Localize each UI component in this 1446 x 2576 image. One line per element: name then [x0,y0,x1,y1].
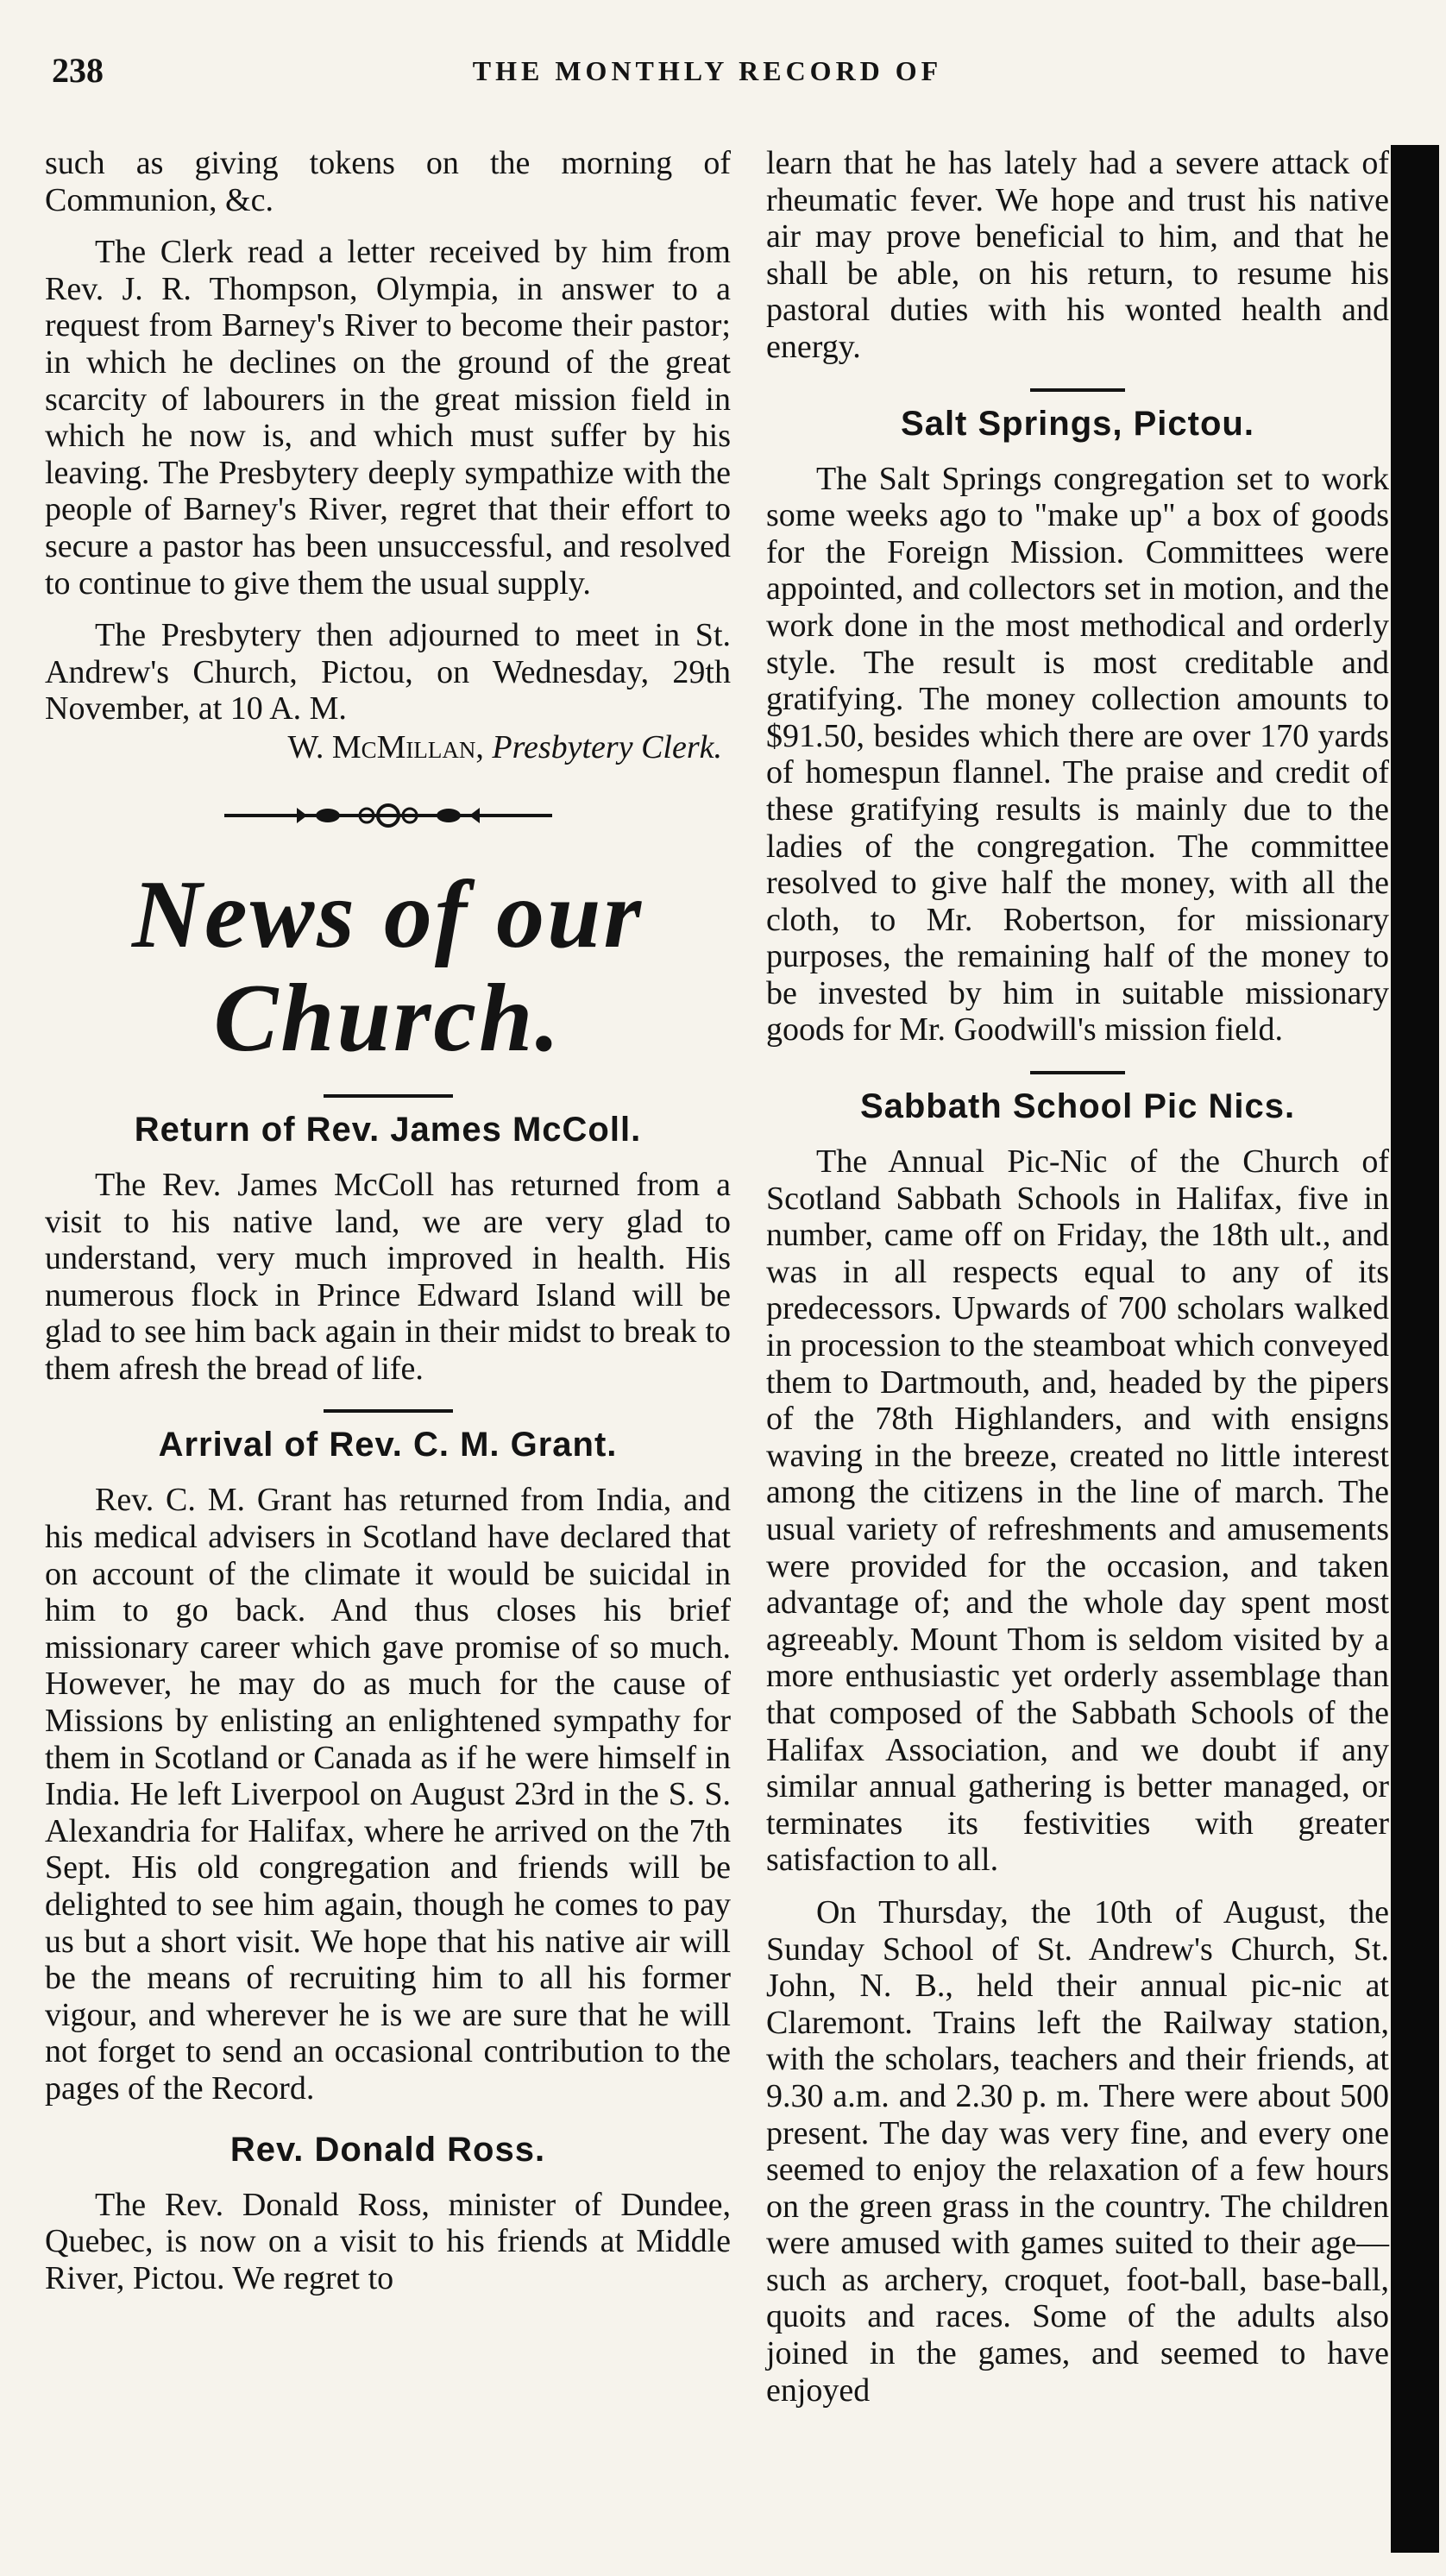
article-body: The Rev. Donald Ross, minister of Dundee, Quebec, is now on a visit to his friends at Middle River, Pictou. We regret to [45,2186,731,2296]
page-number: 238 [52,51,104,90]
article-body: Rev. C. M. Grant has returned from India, and his medical advisers in Scotland have declared that on account of the climate it would be suicidal in him to go back. And thus closes his brief missionary career which gave promise of so much. However, he may do as much for the cause of Missions by enlisting an enlightened sympathy for them in Scotland or Canada as if he were himself in India. He left Liverpool on August 23rd in the S. S. Alexandria for Halifax, where he arrived on the 7th Sept. His old congregation and friends will be delighted to see him again, though he comes to pay us but a short visit. We hope that his native air will be the means of recruiting him to all his former vigour, and wherever he is we are sure that he will not forget to send an occasional contribution to the pages of the Record. [45,1482,731,2107]
paragraph: learn that he has lately had a severe attack of rheumatic fever. We hope and trust his native air may prove beneficial to him, and that he shall be able, on his return, to resume his pastoral duties with his wonted health and energy. [766,145,1389,365]
signature-name: W. McMillan, [287,728,484,765]
ornament-divider [224,801,552,830]
article-title: Arrival of Rev. C. M. Grant. [158,1426,618,1464]
section-title: News of our Church. [131,860,644,1072]
left-column [45,145,731,2312]
article-title: Salt Springs, Pictou. [901,404,1254,443]
divider-rule [324,1409,453,1413]
page-header [35,50,1380,102]
paragraph: such as giving tokens on the morning of Communion, &c. [45,145,731,218]
divider-rule [1030,1071,1125,1074]
article-title: Rev. Donald Ross. [229,2130,546,2169]
article-title: Return of Rev. James McColl. [134,1110,642,1149]
article-body: The Rev. James McColl has returned from a visit to his native land, we are very glad to understand, very much improved in health. His numerous flock in Prince Edward Island will be glad to see him back again in their midst to break to them afresh the bread of life. [45,1166,731,1387]
signature-role: Presbytery Clerk. [492,728,722,765]
scan-edge-shadow [1391,145,1439,2553]
paragraph: The Presbytery then adjourned to meet in St. Andrew's Church, Pictou, on Wednesday, 29th November, at 10 A. M. [45,617,731,727]
article-body: On Thursday, the 10th of August, the Sunday School of St. Andrew's Church, St. John, N. B., held their annual pic-nic at Claremont. Trains left the Railway station, with the scholars, teachers and their friends, at 9.30 a.m. and 2.30 p. m. There were about 500 present. The day was very fine, and every one seemed to enjoy the relaxation of a few hours on the green grass in the country. The children were amused with games suited to their age—such as archery, croquet, foot-ball, base-ball, quoits and races. Some of the adults also joined in the games, and seemed to have enjoyed [766,1893,1389,2409]
paragraph: The Clerk read a letter received by him from Rev. J. R. Thompson, Olympia, in answer to a request from Barney's River to become their pastor; in which he declines on the ground of the great scarcity of labourers in the great mission field in which he now is, and which must suffer by his leaving. The Presbytery deeply sympathize with the people of Barney's River, regret that their effort to secure a pastor has been unsuccessful, and resolved to continue to give them the usual supply. [45,234,731,601]
divider-rule [324,1094,453,1098]
running-title: THE MONTHLY RECORD OF [472,55,943,86]
divider-rule [1030,388,1125,392]
right-column [766,145,1389,2424]
article-body: The Salt Springs congregation set to work some weeks ago to "make up" a box of goods for the Foreign Mission. Committees were appointed, and collectors set in motion, and the work done in the most methodical and orderly style. The result is most creditable and gratifying. The money collection amounts to $91.50, besides which there are over 170 yards of homespun flannel. The praise and credit of these gratifying results is mainly due to the ladies of the congregation. The committee resolved to give half the money, with all the cloth, to Mr. Robertson, for missionary purposes, the remaining half of the money to be invested by him in suitable missionary goods for Mr. Goodwill's mission field. [766,460,1389,1049]
article-body: The Annual Pic-Nic of the Church of Scotland Sabbath Schools in Halifax, five in number, came off on Friday, the 18th ult., and was in all respects equal to any of its predecessors. Upwards of 700 scholars walked in procession to the steamboat which conveyed them to Dartmouth, and, headed by the pipers of the 78th Highlanders, and with ensigns waving in the breeze, created no little interest among the citizens in the line of march. The usual variety of refreshments and amusements were provided for the occasion, and taken advantage of; and the whole day spent most agreeably. Mount Thom is seldom visited by a more enthusiastic yet orderly assemblage than that composed of the Sabbath Schools of the Halifax Association, and we doubt if any similar annual gathering is better managed, or terminates its festivities with greater satisfaction to all. [766,1143,1389,1879]
signature [45,729,722,766]
article-title: Sabbath School Pic Nics. [859,1087,1296,1126]
